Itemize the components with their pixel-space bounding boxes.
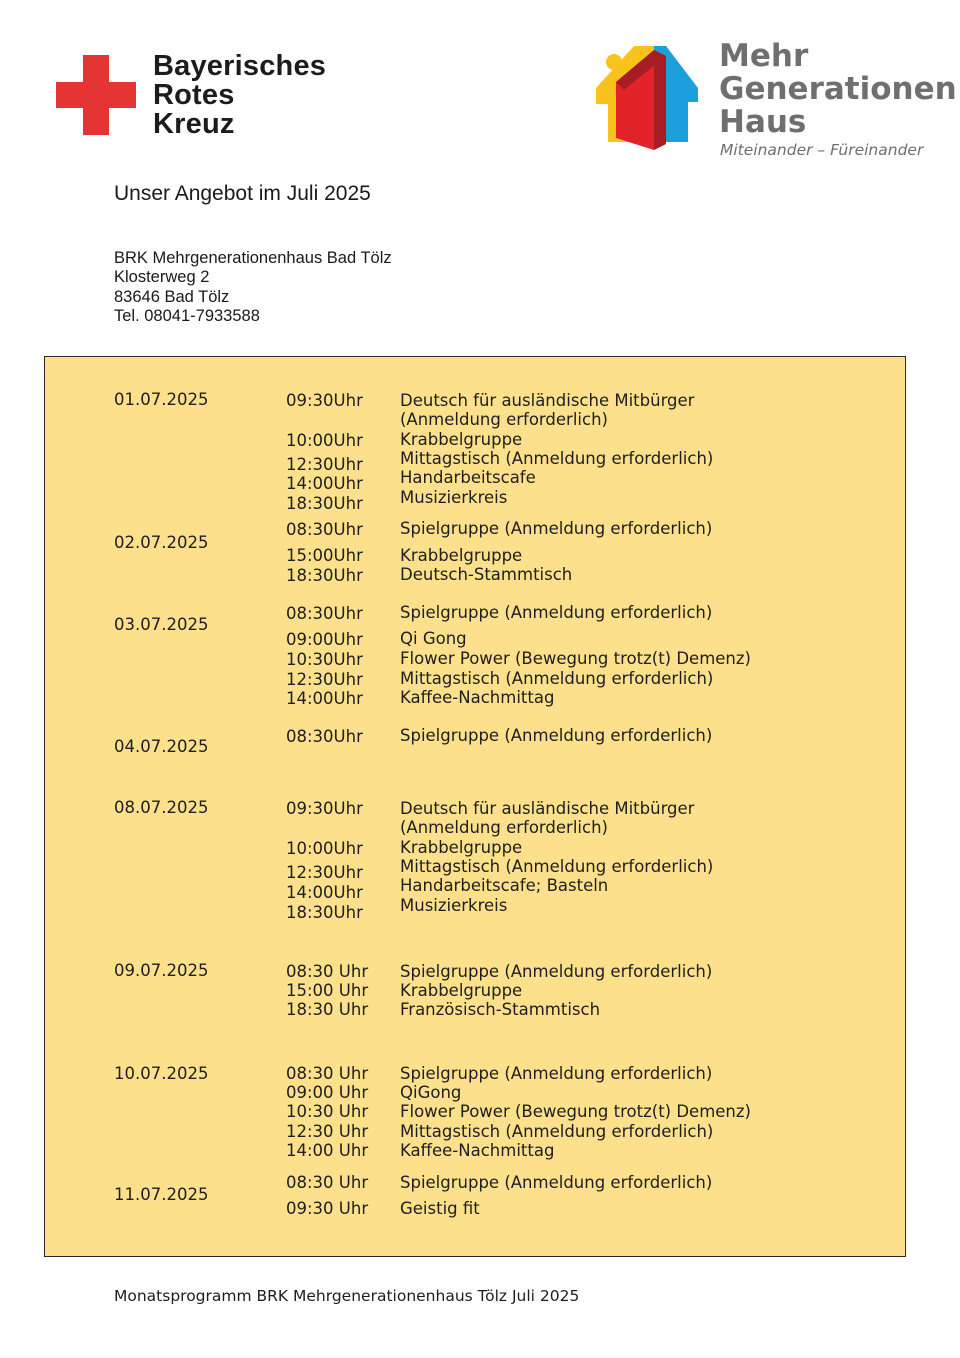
schedule-activity: Deutsch-Stammtisch [400,565,573,584]
schedule-activity: Qi Gong [400,629,467,648]
schedule-activity: Spielgruppe (Anmeldung erforderlich) [400,1064,713,1083]
schedule-activity: Kaffee-Nachmittag [400,688,555,707]
schedule-activity: Kaffee-Nachmittag [400,1141,555,1160]
schedule-activity: Mittagstisch (Anmeldung erforderlich) [400,449,714,468]
schedule-activity: Krabbelgruppe [400,546,523,565]
schedule-activity: Handarbeitscafe [400,468,536,487]
page-title: Unser Angebot im Juli 2025 [114,182,371,205]
schedule-time: 12:30Uhr [286,863,363,882]
address-line: 83646 Bad Tölz [114,287,230,306]
mgh-logo-line: Generationen [719,71,957,107]
schedule-time: 10:00Uhr [286,431,363,450]
house-puzzle-icon [594,44,700,152]
address-line: Klosterweg 2 [114,268,210,287]
schedule-activity: Spielgruppe (Anmeldung erforderlich) [400,519,713,538]
mgh-tagline: Miteinander – Füreinander [720,141,924,159]
schedule-time: 14:00Uhr [286,474,363,493]
schedule-activity: Handarbeitscafe; Basteln [400,876,609,895]
brk-logo-line: Kreuz [153,108,235,140]
brk-logo-line: Bayerisches [153,50,327,82]
schedule-date: 01.07.2025 [114,390,209,409]
schedule-activity: (Anmeldung erforderlich) [400,818,608,837]
schedule-activity: Krabbelgruppe [400,838,523,857]
schedule-time: 10:00Uhr [286,839,363,858]
schedule-time: 18:30Uhr [286,903,363,922]
schedule-activity: Mittagstisch (Anmeldung erforderlich) [400,1122,714,1141]
schedule-time: 14:00 Uhr [286,1141,369,1160]
schedule-time: 12:30Uhr [286,455,363,474]
schedule-activity: Flower Power (Bewegung trotz(t) Demenz) [400,649,751,668]
address-line: Tel. 08041-7933588 [114,306,260,325]
schedule-activity: Spielgruppe (Anmeldung erforderlich) [400,726,713,745]
schedule-activity: Deutsch für ausländische Mitbürger [400,391,695,410]
schedule-activity: QiGong [400,1083,462,1102]
schedule-time: 14:00Uhr [286,883,363,902]
mgh-logo-line: Haus [719,104,807,140]
schedule-activity: Spielgruppe (Anmeldung erforderlich) [400,962,713,981]
schedule-time: 09:00 Uhr [286,1083,369,1102]
schedule-time: 08:30 Uhr [286,1173,369,1192]
schedule-date: 02.07.2025 [114,533,209,552]
schedule-time: 15:00Uhr [286,546,363,565]
schedule-date: 09.07.2025 [114,961,209,980]
schedule-time: 15:00 Uhr [286,981,369,1000]
schedule-date: 08.07.2025 [114,798,209,817]
schedule-time: 08:30Uhr [286,727,363,746]
schedule-time: 18:30Uhr [286,494,363,513]
schedule-time: 08:30Uhr [286,520,363,539]
brk-logo-text [153,52,326,139]
schedule-activity: Krabbelgruppe [400,981,523,1000]
schedule-date: 11.07.2025 [114,1185,209,1204]
schedule-date: 03.07.2025 [114,615,209,634]
schedule-date: 10.07.2025 [114,1064,209,1083]
schedule-time: 14:00Uhr [286,689,363,708]
schedule-activity: Musizierkreis [400,488,508,507]
page-footer: Monatsprogramm BRK Mehrgenerationenhaus Tölz Juli 2025 [114,1287,580,1305]
schedule-activity: Musizierkreis [400,896,508,915]
schedule-time: 12:30 Uhr [286,1122,369,1141]
schedule-activity: Spielgruppe (Anmeldung erforderlich) [400,1173,713,1192]
schedule-time: 09:30Uhr [286,799,363,818]
schedule-time: 09:30 Uhr [286,1199,369,1218]
schedule-activity: (Anmeldung erforderlich) [400,410,608,429]
mgh-logo-text [719,40,957,139]
schedule-time: 18:30Uhr [286,566,363,585]
schedule-time: 08:30Uhr [286,604,363,623]
brk-logo-line: Rotes [153,79,235,111]
schedule-time: 08:30 Uhr [286,962,369,981]
schedule-time: 18:30 Uhr [286,1000,369,1019]
schedule-time: 12:30Uhr [286,670,363,689]
schedule-time: 09:30Uhr [286,391,363,410]
schedule-activity: Deutsch für ausländische Mitbürger [400,799,695,818]
schedule-activity: Mittagstisch (Anmeldung erforderlich) [400,857,714,876]
schedule-time: 09:00Uhr [286,630,363,649]
schedule-activity: Krabbelgruppe [400,430,523,449]
mgh-logo-line: Mehr [719,38,809,74]
schedule-time: 10:30 Uhr [286,1102,369,1121]
schedule-activity: Mittagstisch (Anmeldung erforderlich) [400,669,714,688]
schedule-time: 10:30Uhr [286,650,363,669]
address-line: BRK Mehrgenerationenhaus Bad Tölz [114,249,392,267]
address-block [114,249,392,326]
schedule-date: 04.07.2025 [114,737,209,756]
schedule-activity: Flower Power (Bewegung trotz(t) Demenz) [400,1102,751,1121]
schedule-time: 08:30 Uhr [286,1064,369,1083]
schedule-activity: Französisch-Stammtisch [400,1000,601,1019]
schedule-activity: Geistig fit [400,1199,480,1218]
red-cross-icon [56,55,136,135]
schedule-activity: Spielgruppe (Anmeldung erforderlich) [400,603,713,622]
